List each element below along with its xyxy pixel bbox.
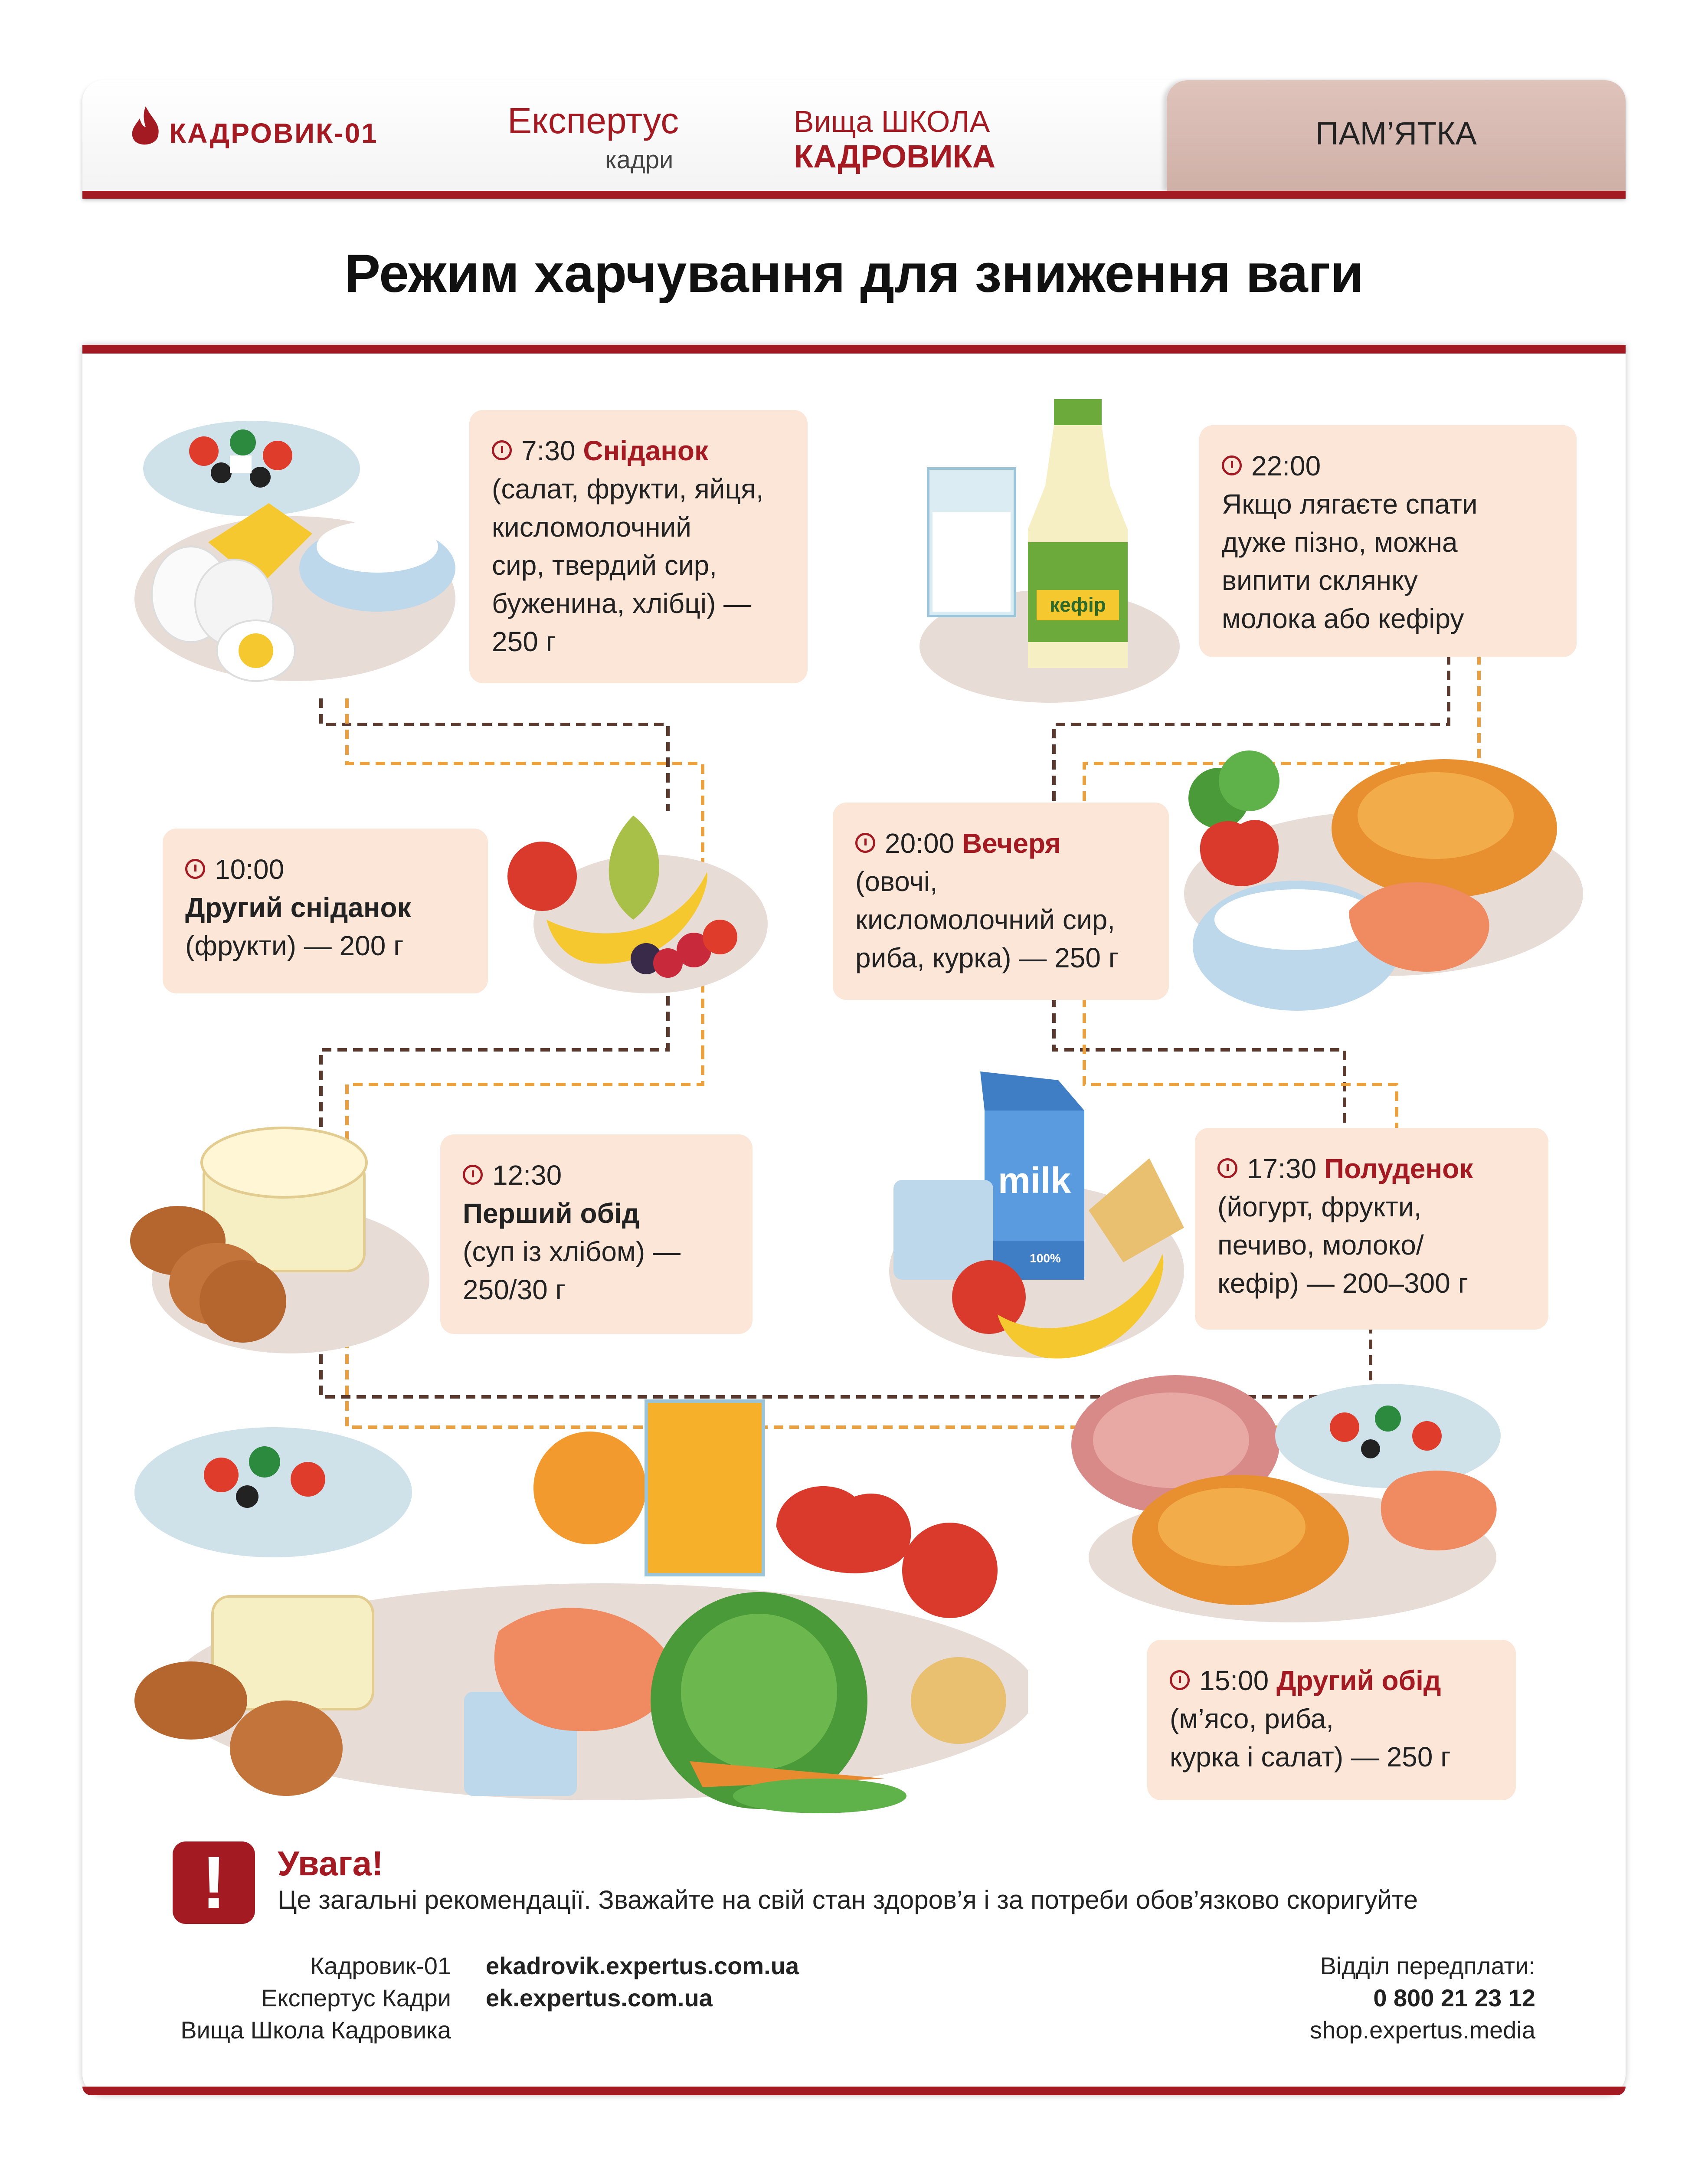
soup-illustration	[130, 1119, 429, 1358]
meal-desc-line: 250 г	[492, 626, 556, 657]
meal-box-second-lunch	[1147, 1640, 1516, 1800]
footer-subscription	[1119, 1950, 1535, 2046]
milk-percent-label: 100%	[1030, 1252, 1061, 1265]
meal-time: 7:30	[521, 435, 576, 466]
meal-desc-line: (овочі,	[855, 866, 938, 897]
subscription-phone[interactable]: 0 800 21 23 12	[1373, 1984, 1535, 2012]
footer-link[interactable]: ek.expertus.com.ua	[486, 1984, 713, 2012]
milk-label: milk	[998, 1160, 1071, 1201]
warning-text: Це загальні рекомендації. Зважайте на свій стан здоров’я і за потреби обов’язково скоригуйте	[278, 1885, 1418, 1914]
content-bottom-border	[82, 2087, 1626, 2095]
meal-desc-line: випити склянку	[1222, 565, 1418, 596]
meal-desc-line: печиво, молоко/	[1217, 1229, 1424, 1261]
meal-box-dinner	[833, 803, 1169, 1000]
meal-desc-line: (фрукти) — 200 г	[185, 930, 404, 961]
meal-box-first-lunch	[440, 1134, 753, 1334]
footer-link[interactable]: ekadrovik.expertus.com.ua	[486, 1952, 799, 1979]
meal-name: Вечеря	[962, 828, 1061, 859]
page-title: Режим харчування для зниження ваги	[344, 244, 1364, 304]
meal-box-late	[1199, 425, 1577, 657]
meal-name: Полуденок	[1324, 1153, 1473, 1184]
meal-desc-line: курка і салат) — 250 г	[1170, 1741, 1451, 1773]
meal-time: 10:00	[215, 854, 285, 885]
logo-school-bottom: КАДРОВИКА	[794, 138, 996, 174]
logo-expertus-sub: кадри	[605, 146, 674, 174]
meal-name: Другий сніданок	[185, 892, 411, 923]
kefir-label: кефір	[1050, 593, 1106, 616]
meal-box-second-breakfast	[163, 829, 488, 993]
meal-desc-line: (суп із хлібом) —	[463, 1236, 681, 1267]
clock-icon	[463, 1165, 483, 1185]
meal-time: 12:30	[492, 1160, 562, 1191]
shop-link[interactable]: shop.expertus.media	[1310, 2016, 1535, 2044]
meal-desc-line: риба, курка) — 250 г	[855, 942, 1119, 973]
logo-kadrovyk[interactable]: КАДРОВИК-01	[169, 118, 378, 149]
clock-icon	[185, 859, 205, 879]
meal-time: 15:00	[1199, 1665, 1269, 1696]
meal-desc-line: молока або кефіру	[1222, 603, 1464, 634]
meal-desc-line: (йогурт, фрукти,	[1217, 1191, 1422, 1222]
second-lunch-illustration	[1067, 1358, 1509, 1627]
meal-desc-line: буженина, хлібці) —	[492, 588, 752, 619]
meal-desc-line: дуже пізно, можна	[1222, 527, 1458, 558]
fruit-illustration	[503, 807, 772, 998]
subscription-label: Відділ передплати:	[1320, 1952, 1535, 1979]
kefir-illustration	[915, 399, 1184, 703]
footer-name: Експертус Кадри	[261, 1984, 451, 2012]
clock-icon	[1170, 1670, 1190, 1690]
footer-name: Кадровик-01	[310, 1952, 451, 1979]
footer-links	[486, 1950, 799, 2014]
clock-icon	[855, 833, 875, 853]
footer-names	[108, 1950, 451, 2046]
meal-box-breakfast	[469, 410, 808, 683]
meal-name: Сніданок	[583, 435, 708, 466]
meal-time: 20:00	[885, 828, 955, 859]
meal-time: 22:00	[1251, 450, 1321, 482]
meal-name: Перший обід	[463, 1198, 640, 1229]
warning-title: Увага!	[278, 1844, 383, 1883]
meal-desc-line: Якщо лягаєте спати	[1222, 488, 1478, 520]
meal-desc-line: кисломолочний	[492, 511, 692, 543]
clock-icon	[492, 440, 512, 460]
dinner-illustration	[1175, 746, 1592, 1028]
food-collection-illustration	[126, 1388, 1028, 1822]
logo-expertus[interactable]: Експертус	[507, 100, 679, 141]
clock-icon	[1222, 455, 1242, 475]
meal-desc-line: (м’ясо, риба,	[1170, 1703, 1334, 1734]
meal-time: 17:30	[1247, 1153, 1317, 1184]
clock-icon	[1217, 1158, 1237, 1178]
meal-desc-line: кефір) — 200–300 г	[1217, 1268, 1468, 1299]
logo-school-top[interactable]: Вища ШКОЛА	[794, 105, 990, 138]
memo-label: ПАМ’ЯТКА	[1315, 115, 1477, 151]
breakfast-illustration	[130, 403, 460, 690]
meal-desc-line: кисломолочний сир,	[855, 904, 1115, 935]
meal-desc-line: (салат, фрукти, яйця,	[492, 473, 764, 505]
meal-desc-line: сир, твердий сир,	[492, 550, 717, 581]
meal-name: Другий обід	[1276, 1665, 1441, 1696]
warning-icon: !	[173, 1841, 255, 1924]
snack-illustration	[880, 1071, 1193, 1371]
meal-desc-line: 250/30 г	[463, 1274, 566, 1305]
meal-box-afternoon-snack	[1195, 1128, 1548, 1330]
footer-name: Вища Школа Кадровика	[180, 2016, 451, 2044]
